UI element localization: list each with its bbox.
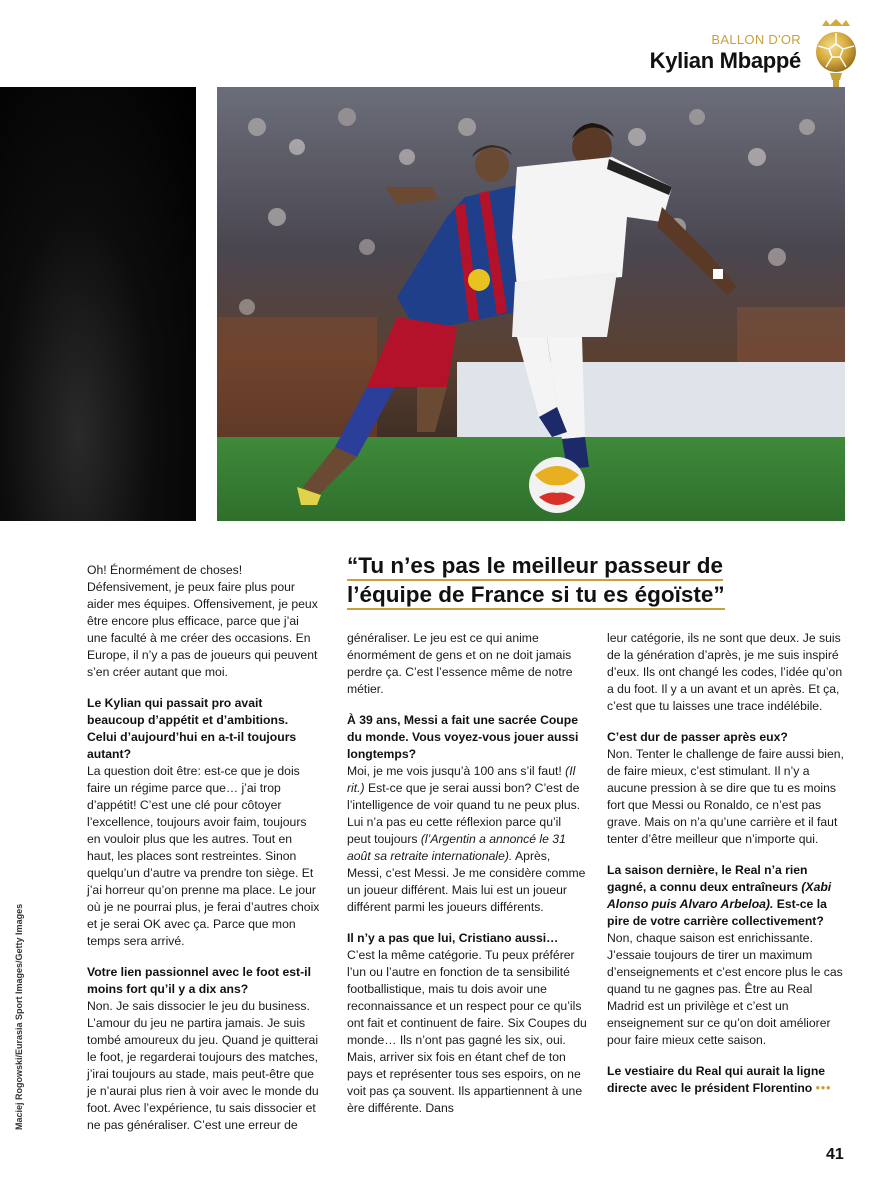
- question: Votre lien passionnel avec le foot est-il moins fort qu’il y a dix ans?: [87, 965, 311, 996]
- page-title: Kylian Mbappé: [649, 48, 801, 73]
- aside: (Il rit.): [347, 764, 576, 795]
- aside: (Xabi Alonso puis Alvaro Arbeloa).: [607, 880, 832, 911]
- answer: Non. Tenter le challenge de faire aussi bien, de faire mieux, c’est stimulant. Il n’y a aucune pression à se dire que tu es moins fort que Messi ou Ronaldo, ce n’est pas grave. Mais on n’a qu’une carrière et il faut tenter d’être meilleur que n’importe qui.: [607, 747, 844, 846]
- pull-quote-line-2: l’équipe de France si tu es égoïste”: [347, 581, 725, 610]
- qa-block: [347, 712, 587, 916]
- answer: Moi, je me vois jusqu’à 100 ans s’il faut!: [347, 764, 562, 778]
- answer: La question doit être: est-ce que je dois faire un régime parce que… j’ai trop d’appétit! C’est une clé pour côtoyer l’excellence, toujours avoir faim, toujours en vouloir plus que les autres. Tout en haut, les places sont restreintes. Sinon quelqu’un d’autre va prendre ton siège. Et j’ai horreur qu’on prenne ma place. Le jour où je ne pourrai plus, je ferai d’autres choix et je serai OK avec ça. Parce que mon temps sera arrivé.: [87, 764, 320, 948]
- answer-paragraph: Oh! Énormément de choses! Défensivement, je peux faire plus pour aider mes équipes. Offensivement, je peux être encore plus efficace, parce que j’ai une faculté à me créer des occasions. En Europe, il n’y a pas de joueurs qui peuvent s’en créer autant que moi.: [87, 563, 318, 679]
- answer: Non, chaque saison est enrichissante. J’essaie toujours de tirer un maximum d’enseignements et c’est encore plus le cas quand tu ne gagnes pas. Être au Real Madrid est un privilège et c’est un enseignement sur ce qu’on doit améliorer pour faire mieux cette saison.: [607, 931, 843, 1047]
- qa-block: [607, 862, 847, 1049]
- article-column-3: [607, 630, 847, 1111]
- question: À 39 ans, Messi a fait une sacrée Coupe du monde. Vous voyez-vous jouer aussi longtemps?: [347, 713, 579, 761]
- question: La saison dernière, le Real n’a rien gagné, a connu deux entraîneurs (Xabi Alonso puis Alvaro Arbeloa). Est-ce la pire de votre carrière collectivement?: [607, 863, 832, 928]
- pull-quote-line-1: “Tu n’es pas le meilleur passeur de: [347, 552, 723, 581]
- question: C’est dur de passer après eux?: [607, 730, 788, 744]
- answer-paragraph: leur catégorie, ils ne sont que deux. Je suis de la génération d’après, je me suis inspiré d’eux. Ils ont changé les codes, l’idée qu’on a du foot. Il y a un avant et un après. Et ça, c’est que tu laisses une trace indélébile.: [607, 631, 843, 713]
- answer: Non. Je sais dissocier le jeu du business. L’amour du jeu ne partira jamais. Je suis tombé amoureux du jeu. Quand je quitterai le foot, je regarderai toujours des matches, j’irai toujours au stade, mais peut-être que je n’aurai plus rien à voir avec le monde du foot. Avec l’expérience, tu sais dissocier et ne pas généraliser. C’est une erreur de: [87, 999, 319, 1132]
- article-column-2: [347, 630, 587, 1131]
- continue-marker-icon: •••: [815, 1081, 832, 1095]
- match-photo: [217, 87, 845, 521]
- qa-block: [347, 930, 587, 1117]
- qa-block: [87, 695, 321, 950]
- answer: C’est la même catégorie. Tu peux préférer l’un ou l’autre en fonction de ta sensibilité footballistique, mais tu dois avoir une reconnaissance et un respect pour ce qu’ils ont fait et continuent de faire. Six Coupes du monde… Ils n’ont pas gagné les six, oui. Mais, arriver six fois en étant chef de ton pays et représenter tous ses espoirs, on ne voit pas ça souvent. Ils appartiennent à une ère différente. Dans: [347, 948, 587, 1115]
- question: Le vestiaire du Real qui aurait la ligne directe avec le président Florentino: [607, 1064, 826, 1095]
- pull-quote: [347, 552, 847, 610]
- answer: Est-ce que je serai aussi bon? C’est de l’intelligence de voir quand tu ne peux plus. Lui n’a pas eu cette réflexion parce qu’il peut toujours: [347, 781, 581, 846]
- question: Il n’y a pas que lui, Cristiano aussi…: [347, 931, 559, 945]
- article-column-1: [87, 562, 321, 1148]
- answer-paragraph: généraliser. Le jeu est ce qui anime énormément de gens et on ne doit jamais perdre ça. C’est l’essence même de notre métier.: [347, 631, 573, 696]
- photo-credit: Maciej Rogowski/Eurasia Sport Images/Getty Images: [14, 903, 24, 1130]
- aside: (l’Argentin a annoncé le 31 août sa retraite internationale).: [347, 832, 566, 863]
- section-kicker: BALLON D'OR: [711, 32, 801, 47]
- dark-photo-panel: [0, 87, 196, 521]
- qa-block: [607, 1063, 847, 1097]
- qa-block: [87, 964, 321, 1134]
- qa-block: [607, 729, 847, 848]
- question: Le Kylian qui passait pro avait beaucoup d’appétit et d’ambitions. Celui d’aujourd’hui en a-t-il toujours autant?: [87, 696, 297, 761]
- page-number: 41: [826, 1146, 844, 1163]
- answer: Après, Messi, c’est Messi. Je me considère comme un joueur différent. Mais lui est un joueur différent parmi les joueurs différents.: [347, 849, 586, 914]
